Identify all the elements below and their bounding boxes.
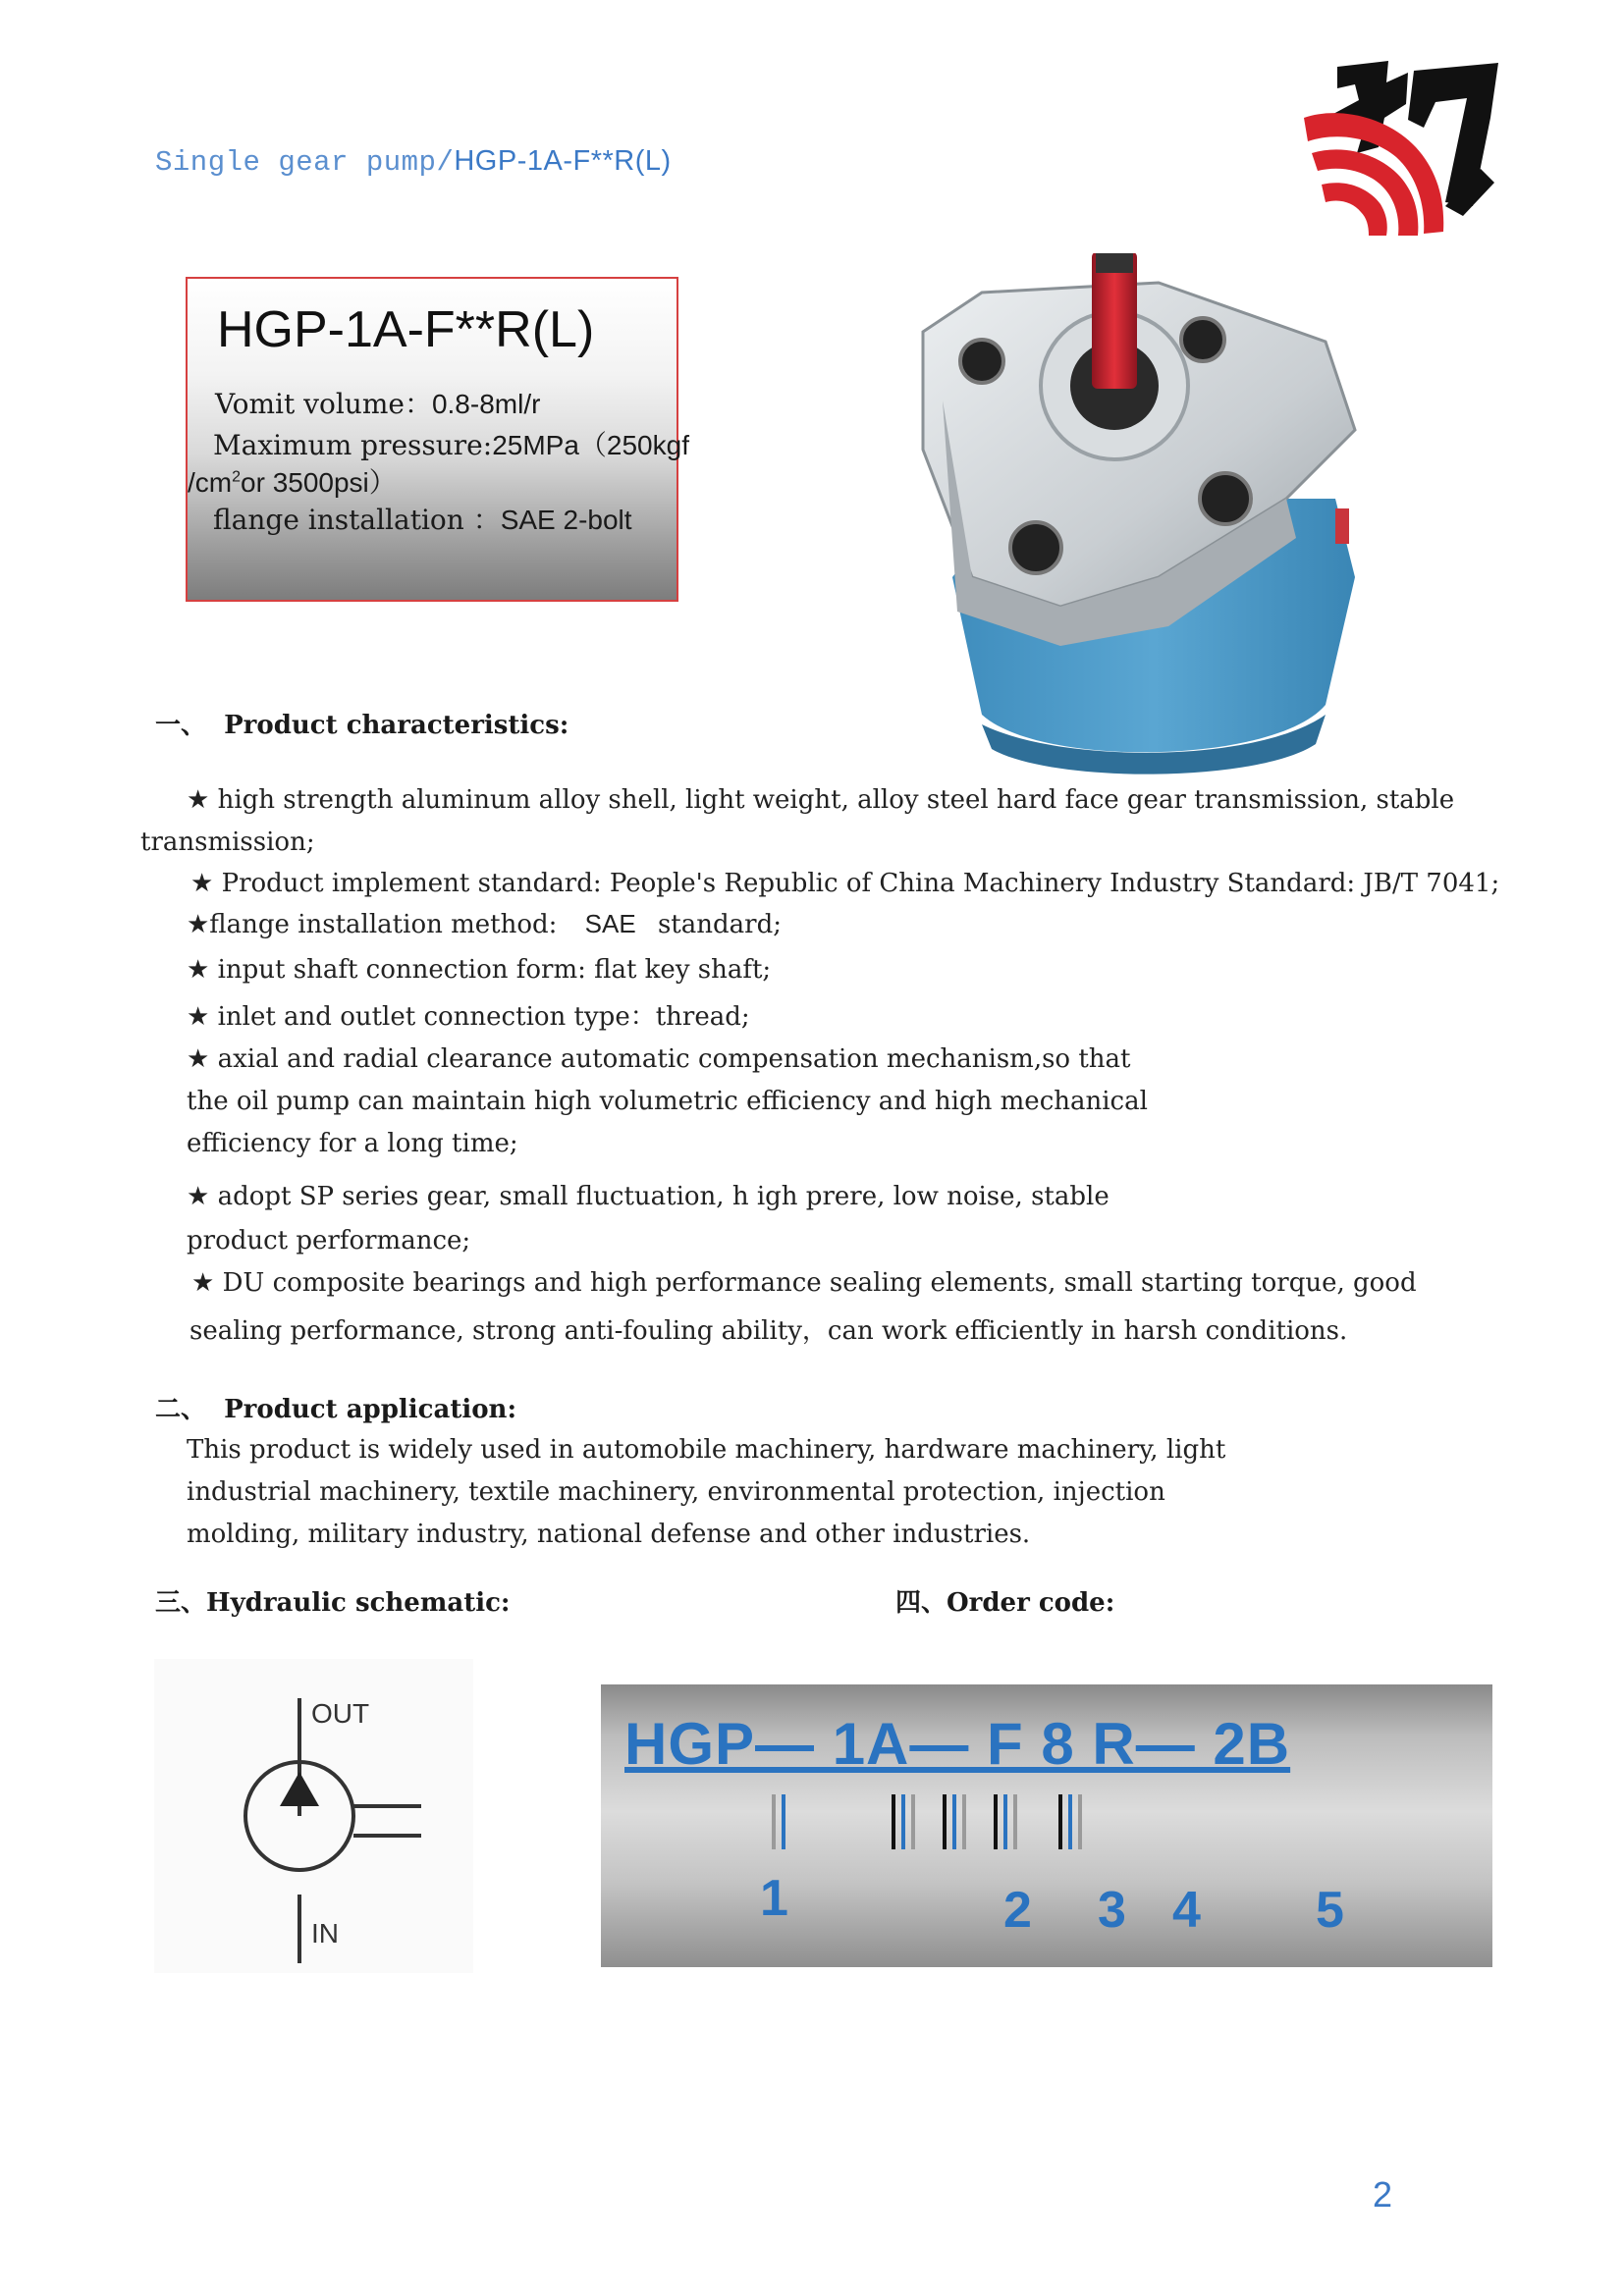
- section1-number: 一、: [155, 711, 207, 740]
- char-line-7: ★ axial and radial clearance automatic compensation mechanism,so that: [187, 1044, 1131, 1074]
- spec-pressure: [213, 424, 689, 463]
- section1-title: Product characteristics:: [224, 711, 569, 740]
- char-line-5: ★ input shaft connection form: flat key shaft;: [187, 955, 772, 985]
- char-line-8: the oil pump can maintain high volumetric efficiency and high mechanical: [187, 1087, 1148, 1116]
- order-num-1: 1: [760, 1870, 788, 1927]
- spec-pressure-cont: [188, 461, 397, 501]
- char-line-12: ★ DU composite bearings and high performance sealing elements, small starting torque, good: [191, 1268, 1417, 1298]
- order-num-4: 4: [1172, 1882, 1201, 1939]
- section2-number: 二、: [155, 1395, 207, 1424]
- char-line-6: ★ inlet and outlet connection type：thread;: [187, 1002, 750, 1032]
- title-model: HGP-1A-F**R(L): [454, 145, 672, 177]
- title-prefix: Single gear pump/: [155, 146, 455, 179]
- char-line-9: efficiency for a long time;: [187, 1129, 518, 1158]
- schematic-out-label: OUT: [311, 1698, 370, 1729]
- spec-pressure-label: Maximum pressure:: [213, 429, 493, 461]
- spec-card: [186, 277, 689, 602]
- order-ticks-3: [943, 1794, 972, 1849]
- section4-heading: 四、Order code:: [895, 1588, 1115, 1618]
- company-logo: [1298, 59, 1504, 240]
- app-line-2: industrial machinery, textile machinery, environmental protection, injection: [187, 1477, 1165, 1507]
- gear-pump-photo: [864, 253, 1414, 783]
- spec-flange: [213, 499, 632, 538]
- spec-volume: [215, 383, 540, 422]
- order-ticks-2: [892, 1794, 921, 1849]
- app-line-1: This product is widely used in automobile machinery, hardware machinery, light: [187, 1435, 1226, 1465]
- char-line-4-label: ★flange installation method:: [187, 910, 558, 939]
- order-ticks-5: [1058, 1794, 1088, 1849]
- spec-model-name: HGP-1A-F**R(L): [217, 301, 595, 358]
- char-line-4-sae: SAE: [584, 909, 636, 938]
- app-line-3: molding, military industry, national defense and other industries.: [187, 1520, 1031, 1549]
- order-num-3: 3: [1098, 1882, 1126, 1939]
- section1-heading: [155, 705, 568, 741]
- order-num-2: 2: [1003, 1882, 1032, 1939]
- hydraulic-schematic: [154, 1659, 473, 1973]
- order-ticks-4: [994, 1794, 1023, 1849]
- char-line-1: ★ high strength aluminum alloy shell, light weight, alloy steel hard face gear transmission, stable: [187, 785, 1455, 815]
- char-line-11: product performance;: [187, 1226, 471, 1255]
- order-code-box: [601, 1684, 1492, 1967]
- spec-flange-value: SAE 2-bolt: [500, 505, 632, 535]
- spec-volume-value: 0.8-8ml/r: [431, 389, 541, 419]
- document-title: [155, 145, 672, 179]
- spec-pressure-sup: 2: [232, 468, 242, 486]
- page-number: 2: [1373, 2174, 1393, 2215]
- section2-heading: [155, 1389, 516, 1425]
- spec-pressure-psi: or 3500psi）: [241, 467, 397, 498]
- order-ticks-1: [772, 1794, 791, 1849]
- char-line-10: ★ adopt SP series gear, small fluctuation, h igh prere, low noise, stable: [187, 1182, 1110, 1211]
- spec-volume-label: Vomit volume：: [215, 388, 432, 420]
- spec-pressure-value: 25MPa（250kgf: [492, 430, 689, 460]
- spec-flange-label: flange installation ：: [213, 504, 501, 536]
- char-line-4: [187, 909, 782, 939]
- char-line-4-standard: standard;: [657, 910, 782, 939]
- order-num-5: 5: [1316, 1882, 1344, 1939]
- char-line-3: ★ Product implement standard: People's Republic of China Machinery Industry Standard: JB/T 7041;: [190, 869, 1500, 898]
- section2-title: Product application:: [224, 1395, 517, 1424]
- section3-heading: 三、Hydraulic schematic:: [155, 1588, 511, 1618]
- schematic-in-label: IN: [311, 1918, 339, 1949]
- char-line-13: sealing performance, strong anti-fouling ability，can work efficiently in harsh conditions.: [189, 1316, 1348, 1346]
- char-line-2: transmission;: [140, 828, 315, 857]
- spec-pressure-unit: /cm: [188, 467, 233, 498]
- order-code-text: HGP— 1A— F 8 R— 2B: [624, 1711, 1291, 1777]
